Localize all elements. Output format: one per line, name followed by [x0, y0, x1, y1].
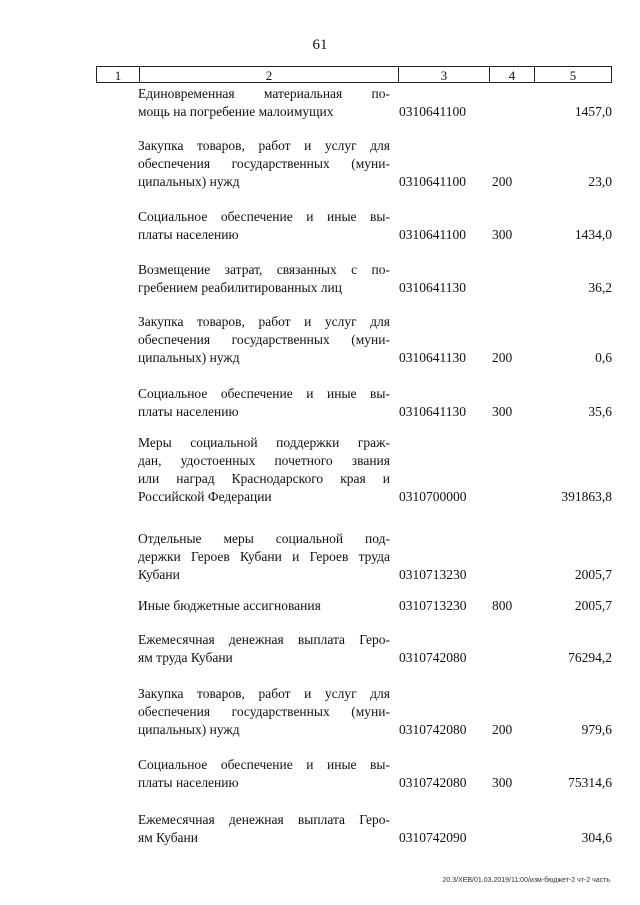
row-description-line: платы населению: [138, 775, 239, 790]
row-amount: 76294,2: [568, 650, 612, 665]
table-header: [96, 66, 612, 84]
row-description-line: ципальных) нужд: [138, 174, 240, 189]
row-description-line: обеспечения государственных (муни-: [138, 156, 390, 171]
row-amount: 2005,7: [574, 598, 612, 613]
row-description: [138, 137, 390, 191]
row-description-line: Закупка товаров, работ и услуг для: [138, 138, 390, 153]
row-code: 0310742090: [399, 830, 467, 845]
row-description-line: Социальное обеспечение и иные вы-: [138, 386, 390, 401]
row-description: [138, 261, 390, 297]
row-amount: 0,6: [595, 350, 612, 365]
row-description-line: Кубани: [138, 567, 180, 582]
row-description-line: Отдельные меры социальной под-: [138, 531, 390, 546]
row-description: [138, 597, 390, 615]
row-description-line: Меры социальной поддержки граж-: [138, 435, 390, 450]
row-description-line: Ежемесячная денежная выплата Геро-: [138, 632, 390, 647]
page-number: 61: [312, 37, 328, 53]
row-description: [138, 811, 390, 847]
row-description-line: мощь на погребение малоимущих: [138, 104, 334, 119]
document-footer: 20.3/ХЕВ/01.03.2019/11:00/изм-бюджет-2 чт-2 часть: [442, 877, 610, 884]
row-description-line: платы населению: [138, 227, 239, 242]
row-expense-type: 300: [492, 404, 513, 419]
row-description-line: платы населению: [138, 404, 239, 419]
row-code: 0310713230: [399, 567, 467, 582]
row-code: 0310641130: [399, 280, 466, 295]
row-description-line: Социальное обеспечение и иные вы-: [138, 209, 390, 224]
row-amount: 304,6: [581, 830, 612, 845]
row-amount: 1457,0: [574, 104, 612, 119]
row-description-line: обеспечения государственных (муни-: [138, 704, 390, 719]
column-header-4: 4: [489, 66, 535, 83]
row-description-line: ям труда Кубани: [138, 650, 233, 665]
row-expense-type: 300: [492, 227, 513, 242]
row-description-line: ям Кубани: [138, 830, 198, 845]
row-description: [138, 631, 390, 667]
row-description-line: Российской Федерации: [138, 489, 272, 504]
row-code: 0310742080: [399, 775, 467, 790]
column-header-3: 3: [398, 66, 490, 83]
row-description-line: Закупка товаров, работ и услуг для: [138, 686, 390, 701]
row-description: [138, 208, 390, 244]
row-code: 0310641130: [399, 404, 466, 419]
row-description-line: Социальное обеспечение и иные вы-: [138, 757, 390, 772]
row-description-line: гребением реабилитированных лиц: [138, 280, 342, 295]
row-code: 0310641100: [399, 174, 466, 189]
column-header-2: 2: [139, 66, 399, 83]
row-code: 0310641100: [399, 104, 466, 119]
row-description: [138, 685, 390, 739]
row-amount: 391863,8: [561, 489, 612, 504]
row-code: 0310742080: [399, 722, 467, 737]
row-code: 0310713230: [399, 598, 467, 613]
row-description: [138, 313, 390, 367]
row-description-line: Ежемесячная денежная выплата Геро-: [138, 812, 390, 827]
row-expense-type: 200: [492, 174, 513, 189]
row-description-line: Возмещение затрат, связанных с по-: [138, 262, 390, 277]
column-header-1: 1: [96, 66, 140, 83]
row-description: [138, 530, 390, 584]
row-description-line: Единовременная материальная по-: [138, 86, 390, 101]
row-description-line: держки Героев Кубани и Героев труда: [138, 549, 390, 564]
row-description-line: ципальных) нужд: [138, 350, 240, 365]
row-code: 0310742080: [399, 650, 467, 665]
row-amount: 1434,0: [574, 227, 612, 242]
row-description: [138, 756, 390, 792]
column-header-5: 5: [534, 66, 612, 83]
row-code: 0310641130: [399, 350, 466, 365]
row-description: [138, 385, 390, 421]
row-expense-type: 800: [492, 598, 513, 613]
row-expense-type: 200: [492, 350, 513, 365]
row-amount: 23,0: [588, 174, 612, 189]
row-code: 0310700000: [399, 489, 467, 504]
row-description: [138, 85, 390, 121]
row-amount: 2005,7: [574, 567, 612, 582]
row-amount: 35,6: [588, 404, 612, 419]
row-amount: 75314,6: [568, 775, 612, 790]
row-description-line: Закупка товаров, работ и услуг для: [138, 314, 390, 329]
row-description-line: обеспечения государственных (муни-: [138, 332, 390, 347]
row-description-line: Иные бюджетные ассигнования: [138, 598, 321, 613]
row-description: [138, 434, 390, 506]
row-description-line: или наград Краснодарского края и: [138, 471, 390, 486]
row-amount: 36,2: [588, 280, 612, 295]
row-expense-type: 300: [492, 775, 513, 790]
row-description-line: дан, удостоенных почетного звания: [138, 453, 390, 468]
row-expense-type: 200: [492, 722, 513, 737]
row-code: 0310641100: [399, 227, 466, 242]
row-amount: 979,6: [581, 722, 612, 737]
row-description-line: ципальных) нужд: [138, 722, 240, 737]
